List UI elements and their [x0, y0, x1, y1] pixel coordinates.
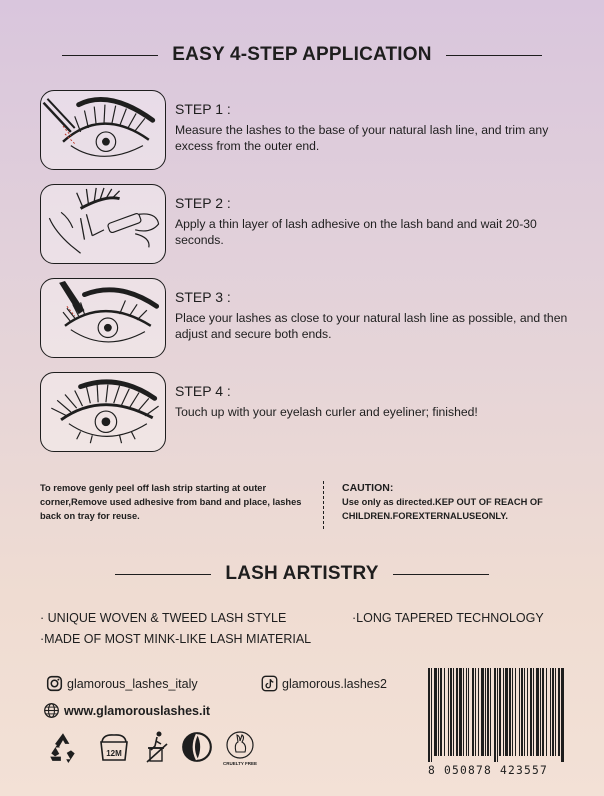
barcode-bar [490, 668, 491, 756]
barcode-bar [485, 668, 486, 756]
barcode-bar [487, 668, 489, 756]
barcode-bar [434, 668, 437, 756]
eye-finished-icon [41, 373, 165, 451]
page-title: EASY 4-STEP APPLICATION [172, 44, 432, 65]
barcode-bar [494, 668, 496, 762]
step-2-title: STEP 2 : [175, 195, 231, 211]
barcode-bar [463, 668, 464, 756]
barcode-bar [505, 668, 508, 756]
barcode-bar [521, 668, 523, 756]
tiktok-handle [261, 675, 387, 692]
cruelty-free-label: CRUELTY FREE [222, 761, 258, 766]
instagram-icon [46, 675, 63, 692]
step-4-illustration [40, 372, 166, 452]
step-3-title: STEP 3 : [175, 289, 231, 305]
barcode-bar [453, 668, 454, 756]
caution-title: CAUTION: [342, 482, 394, 494]
barcode-bar [475, 668, 476, 756]
eye-trim-icon [41, 91, 165, 169]
caution-text: Use only as directed.KEP OUT OF REACH OF CHILDREN.FOREXTERNALUSEONLY. [342, 497, 543, 521]
barcode-bar [456, 668, 458, 756]
step-2 [40, 184, 580, 266]
barcode-bar [519, 668, 520, 756]
pao-label: 12M [106, 749, 122, 758]
barcode-bar [515, 668, 516, 756]
cruelty-free-icon [220, 730, 260, 764]
step-2-description: Apply a thin layer of lash adhesive on the lash band and wait 20-30 seconds. [175, 217, 537, 247]
barcode-bar [440, 668, 442, 756]
notes-divider [323, 481, 324, 529]
barcode-bars [426, 668, 566, 762]
tiktok-handle-text: glamorous.lashes2 [282, 676, 387, 691]
step-1-title: STEP 1 : [175, 101, 231, 117]
application-heading [0, 44, 604, 66]
step-2-illustration [40, 184, 166, 264]
barcode-bar [450, 668, 452, 756]
barcode-bar [558, 668, 560, 756]
artistry-heading [0, 563, 604, 585]
eye-placement-icon [41, 279, 165, 357]
step-1 [40, 90, 580, 172]
tiktok-icon [261, 675, 278, 692]
green-dot-icon [180, 730, 212, 764]
barcode-bar [478, 668, 479, 756]
feature-mink-like-material: ·MADE OF MOST MINK-LIKE LASH MIATERIAL [40, 632, 312, 646]
step-4-description: Touch up with your eyelash curler and eyeliner; finished! [175, 405, 478, 419]
barcode-bar [536, 668, 539, 756]
step-4-title: STEP 4 : [175, 383, 231, 399]
barcode-bar [444, 668, 445, 756]
heading-rule-right [446, 55, 542, 56]
barcode-bar [542, 668, 544, 756]
recycle-icon [46, 730, 78, 764]
step-1-illustration [40, 90, 166, 170]
removal-instructions: To remove genly peel off lash strip starting at outer corner,Remove used adhesive from band and place, lashes back on tray for reuse. [40, 483, 302, 521]
barcode-bar [561, 668, 564, 762]
barcode-bar [468, 668, 469, 756]
barcode-bar [527, 668, 528, 756]
barcode-bar [552, 668, 554, 756]
feature-woven-style: · UNIQUE WOVEN & TWEED LASH STYLE [40, 611, 287, 625]
caution-block [342, 481, 592, 523]
barcode-bar [428, 668, 430, 762]
barcode-bar [438, 668, 439, 756]
barcode-bar [481, 668, 484, 756]
no-bin-icon [145, 730, 169, 764]
barcode-bar [466, 668, 467, 756]
barcode-bar [448, 668, 449, 756]
barcode-bar [509, 668, 511, 756]
instagram-handle [46, 675, 198, 692]
barcode-bar [555, 668, 556, 756]
website-text: www.glamorouslashes.it [64, 703, 211, 718]
heading-rule-left [62, 55, 158, 56]
barcode-bar [431, 668, 432, 762]
barcode-bar [530, 668, 532, 756]
barcode-bar [550, 668, 551, 756]
barcode-bar [512, 668, 513, 756]
step-3-description: Place your lashes as close to your natural lash line as possible, and then adjust and secure both ends. [175, 311, 568, 341]
globe-icon [43, 702, 60, 719]
barcode [426, 668, 566, 762]
barcode-number: 8 050878 423557 [428, 764, 549, 777]
step-3-illustration [40, 278, 166, 358]
pao-12m-icon [97, 730, 131, 764]
barcode-bar [497, 668, 498, 762]
step-4 [40, 372, 580, 454]
barcode-bar [472, 668, 474, 756]
step-1-description: Measure the lashes to the base of your natural lash line, and trim any excess from the outer end. [175, 123, 549, 153]
artistry-rule-left [115, 574, 211, 575]
glue-application-icon [41, 185, 165, 263]
instagram-handle-text: glamorous_lashes_italy [67, 676, 198, 691]
step-3 [40, 278, 580, 360]
barcode-bar [499, 668, 501, 756]
website [43, 702, 210, 719]
barcode-bar [546, 668, 547, 756]
barcode-bar [503, 668, 504, 756]
barcode-bar [459, 668, 462, 756]
artistry-title: LASH ARTISTRY [225, 563, 379, 584]
barcode-bar [540, 668, 541, 756]
feature-tapered-technology: ·LONG TAPERED TECHNOLOGY [352, 611, 544, 625]
artistry-rule-right [393, 574, 489, 575]
barcode-bar [533, 668, 534, 756]
barcode-bar [524, 668, 525, 756]
